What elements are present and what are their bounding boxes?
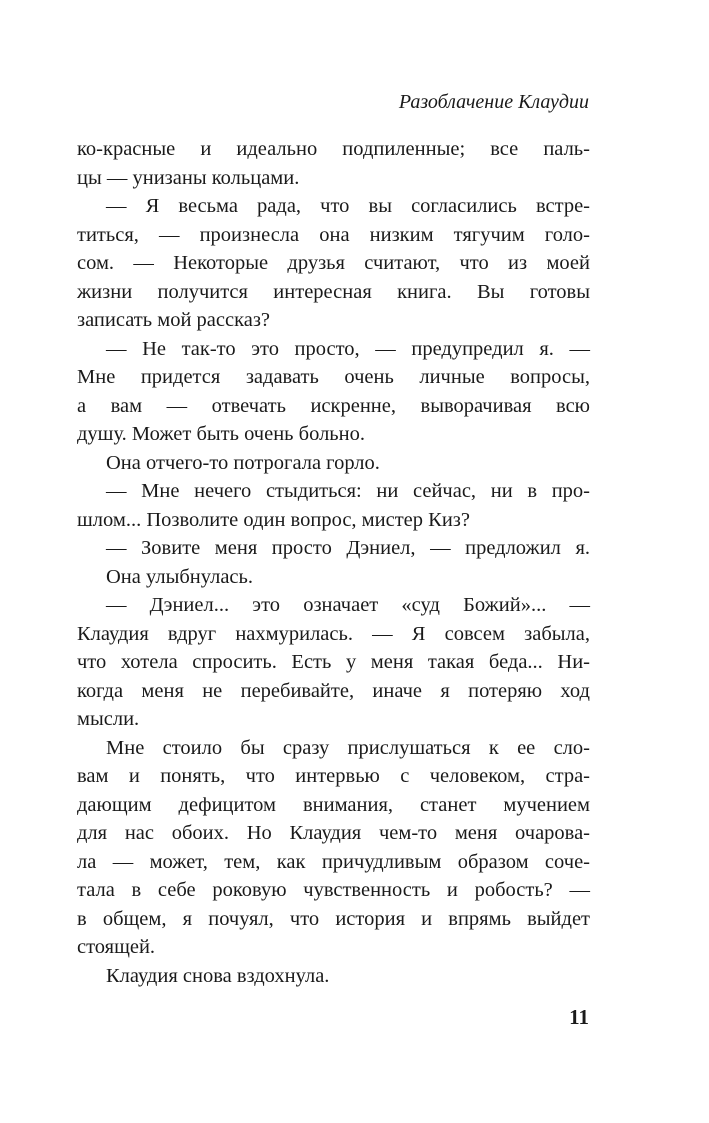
text-line: жизни получится интересная книга. Вы готовы [77, 280, 590, 303]
text-line: душу. Может быть очень больно. [77, 423, 365, 445]
text-line: вам и понять, что интервью с человеком, стра- [77, 765, 590, 787]
text-line: шлом... Позволите один вопрос, мистер Киз? [77, 508, 470, 531]
text-line: для нас обоих. Но Клаудия чем-то меня очарова- [77, 822, 590, 844]
text-line: дающим дефицитом внимания, станет мучением [77, 793, 590, 816]
text-line: Она улыбнулась. [106, 565, 254, 588]
text-line: — Дэниел... это означает «суд Божий»... — [106, 594, 590, 616]
text-line: в общем, я почуял, что история и впрямь выйдет [77, 907, 590, 930]
text-line: ко-красные и идеально подпиленные; все паль- [77, 138, 590, 160]
text-line: стоящей. [77, 936, 156, 958]
text-line: что хотела спросить. Есть у меня такая беда... Ни- [77, 651, 590, 673]
text-line: Мне стоило бы сразу прислушаться к ее сло- [106, 736, 590, 759]
text-line: мысли. [77, 708, 140, 730]
text-line: — Не так-то это просто, — предупредил я. — [106, 337, 590, 360]
text-line: записать мой рассказ? [77, 309, 271, 331]
body-text [77, 135, 590, 990]
running-head: Разоблачение Клаудии [398, 91, 589, 113]
text-line: когда меня не перебивайте, иначе я потеряю ход [77, 679, 590, 702]
text-line: титься, — произнесла она низким тягучим голо- [77, 223, 590, 246]
text-line: тала в себе роковую чувственность и робость? — [77, 879, 590, 901]
text-line: сом. — Некоторые друзья считают, что из моей [77, 252, 590, 274]
text-line: — Я весьма рада, что вы согласились встре- [106, 195, 590, 217]
text-line: а вам — отвечать искренне, выворачивая всю [77, 394, 590, 417]
text-line: ла — может, тем, как причудливым образом соче- [77, 850, 590, 873]
text-line: Клаудия снова вздохнула. [106, 964, 330, 987]
text-line: Клаудия вдруг нахмурилась. — Я совсем забыла, [77, 622, 590, 645]
text-line: цы — унизаны кольцами. [77, 166, 300, 189]
text-line: Она отчего-то потрогала горло. [106, 451, 380, 474]
text-line: Мне придется задавать очень личные вопросы, [77, 366, 590, 388]
text-line: — Зовите меня просто Дэниел, — предложил я. [106, 537, 590, 559]
text-line: — Мне нечего стыдиться: ни сейчас, ни в про- [106, 480, 590, 502]
page-number: 11 [569, 1005, 589, 1029]
